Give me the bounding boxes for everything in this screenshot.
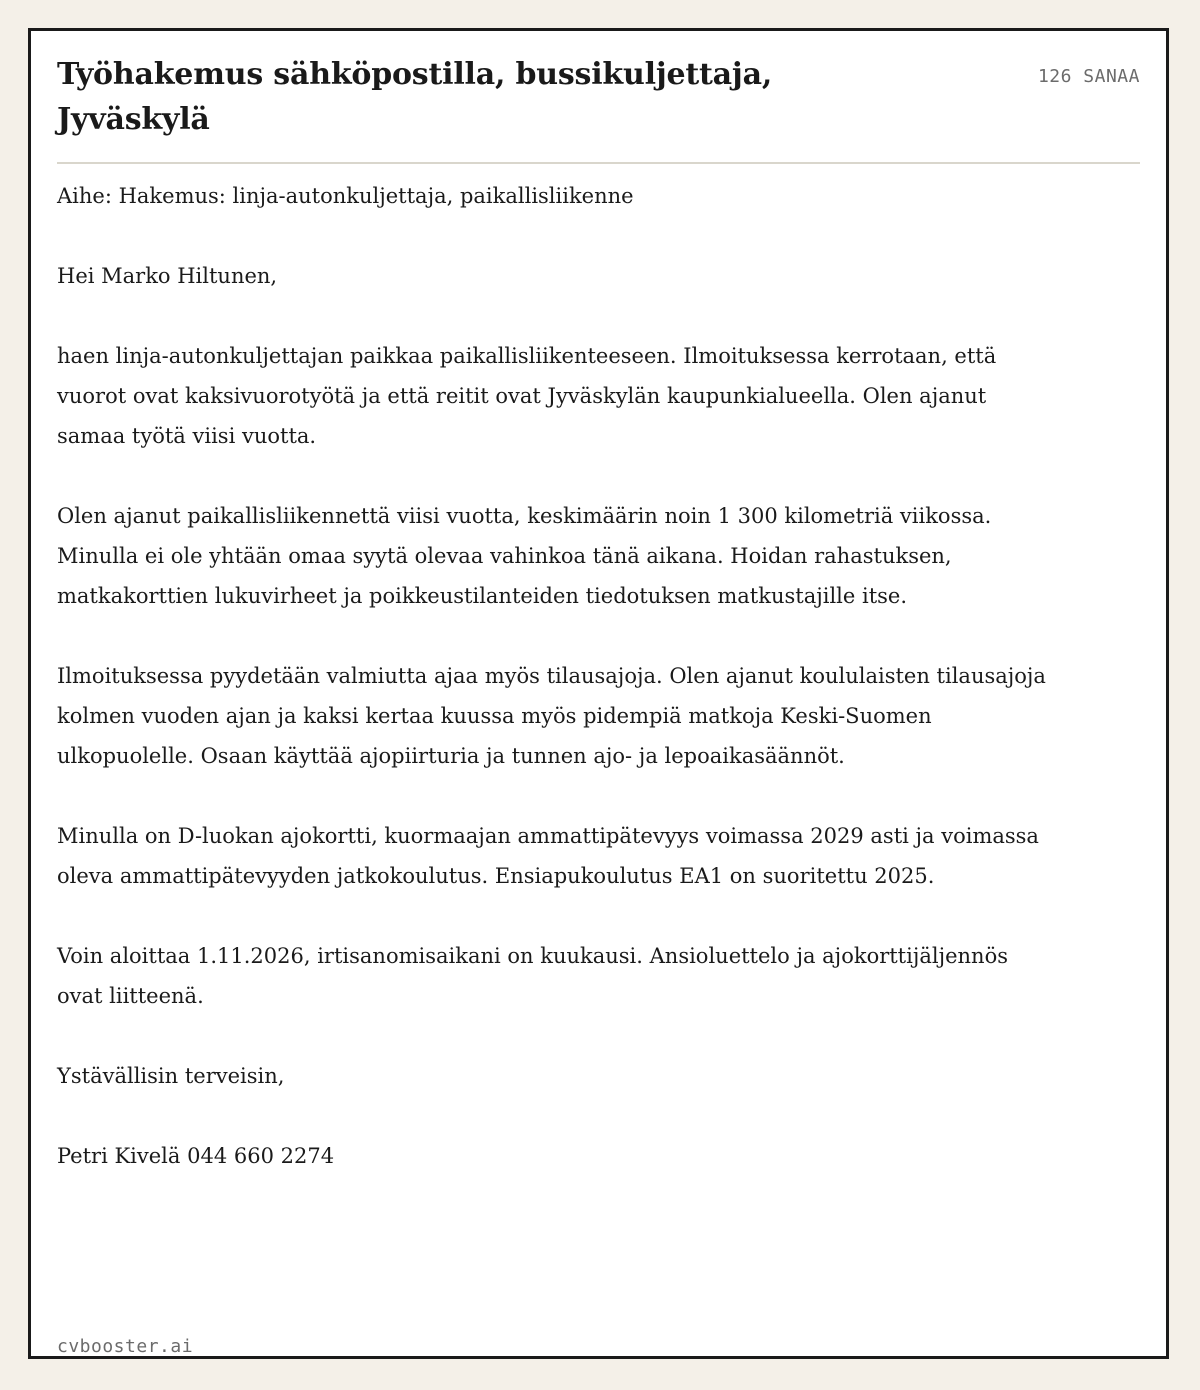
email-paragraph: Ilmoituksessa pyydetään valmiutta ajaa myös tilausajoja. Olen ajanut koululaisten tilausajoja kolmen vuoden ajan ja kaksi kertaa kuussa myös pidempiä matkoja Keski-Suomen ulkopuolelle. Osaan käyttää ajopiirturia ja tunnen ajo- ja lepoaikasäännöt. bbox=[57, 664, 1046, 768]
document-header bbox=[57, 52, 1140, 164]
document-card bbox=[28, 28, 1169, 1359]
footer-brand: cvbooster.ai bbox=[57, 1336, 194, 1357]
email-body bbox=[57, 176, 1057, 1216]
email-paragraph: haen linja-autonkuljettajan paikkaa paikallisliikenteeseen. Ilmoituksessa kerrotaan, että vuorot ovat kaksivuorotyötä ja että reitit ovat Jyväskylän kaupunkialueella. Olen ajanut samaa työtä viisi vuotta. bbox=[57, 344, 997, 448]
word-count: 126 SANAA bbox=[1037, 66, 1140, 87]
email-paragraph: Voin aloittaa 1.11.2026, irtisanomisaikani on kuukausi. Ansioluettelo ja ajokorttijäljennös ovat liitteenä. bbox=[57, 944, 1008, 1008]
email-subject: Aihe: Hakemus: linja-autonkuljettaja, paikallisliikenne bbox=[57, 184, 634, 208]
document-title: Työhakemus sähköpostilla, bussikuljettaja, Jyväskylä bbox=[57, 57, 773, 137]
email-signature: Petri Kivelä 044 660 2274 bbox=[57, 1144, 335, 1168]
email-paragraph: Olen ajanut paikallisliikennettä viisi vuotta, keskimäärin noin 1 300 kilometriä viikossa. Minulla ei ole yhtään omaa syytä olevaa vahinkoa tänä aikana. Hoidan rahastuksen, matkakorttien lukuvirheet ja poikkeustilanteiden tiedotuksen matkustajille itse. bbox=[57, 504, 992, 608]
email-greeting: Hei Marko Hiltunen, bbox=[57, 264, 278, 288]
email-paragraph: Minulla on D-luokan ajokortti, kuormaajan ammattipätevyys voimassa 2029 asti ja voimassa oleva ammattipätevyyden jatkokoulutus. Ensiapukoulutus EA1 on suoritettu 2025. bbox=[57, 824, 1039, 888]
email-closing: Ystävällisin terveisin, bbox=[57, 1064, 285, 1088]
